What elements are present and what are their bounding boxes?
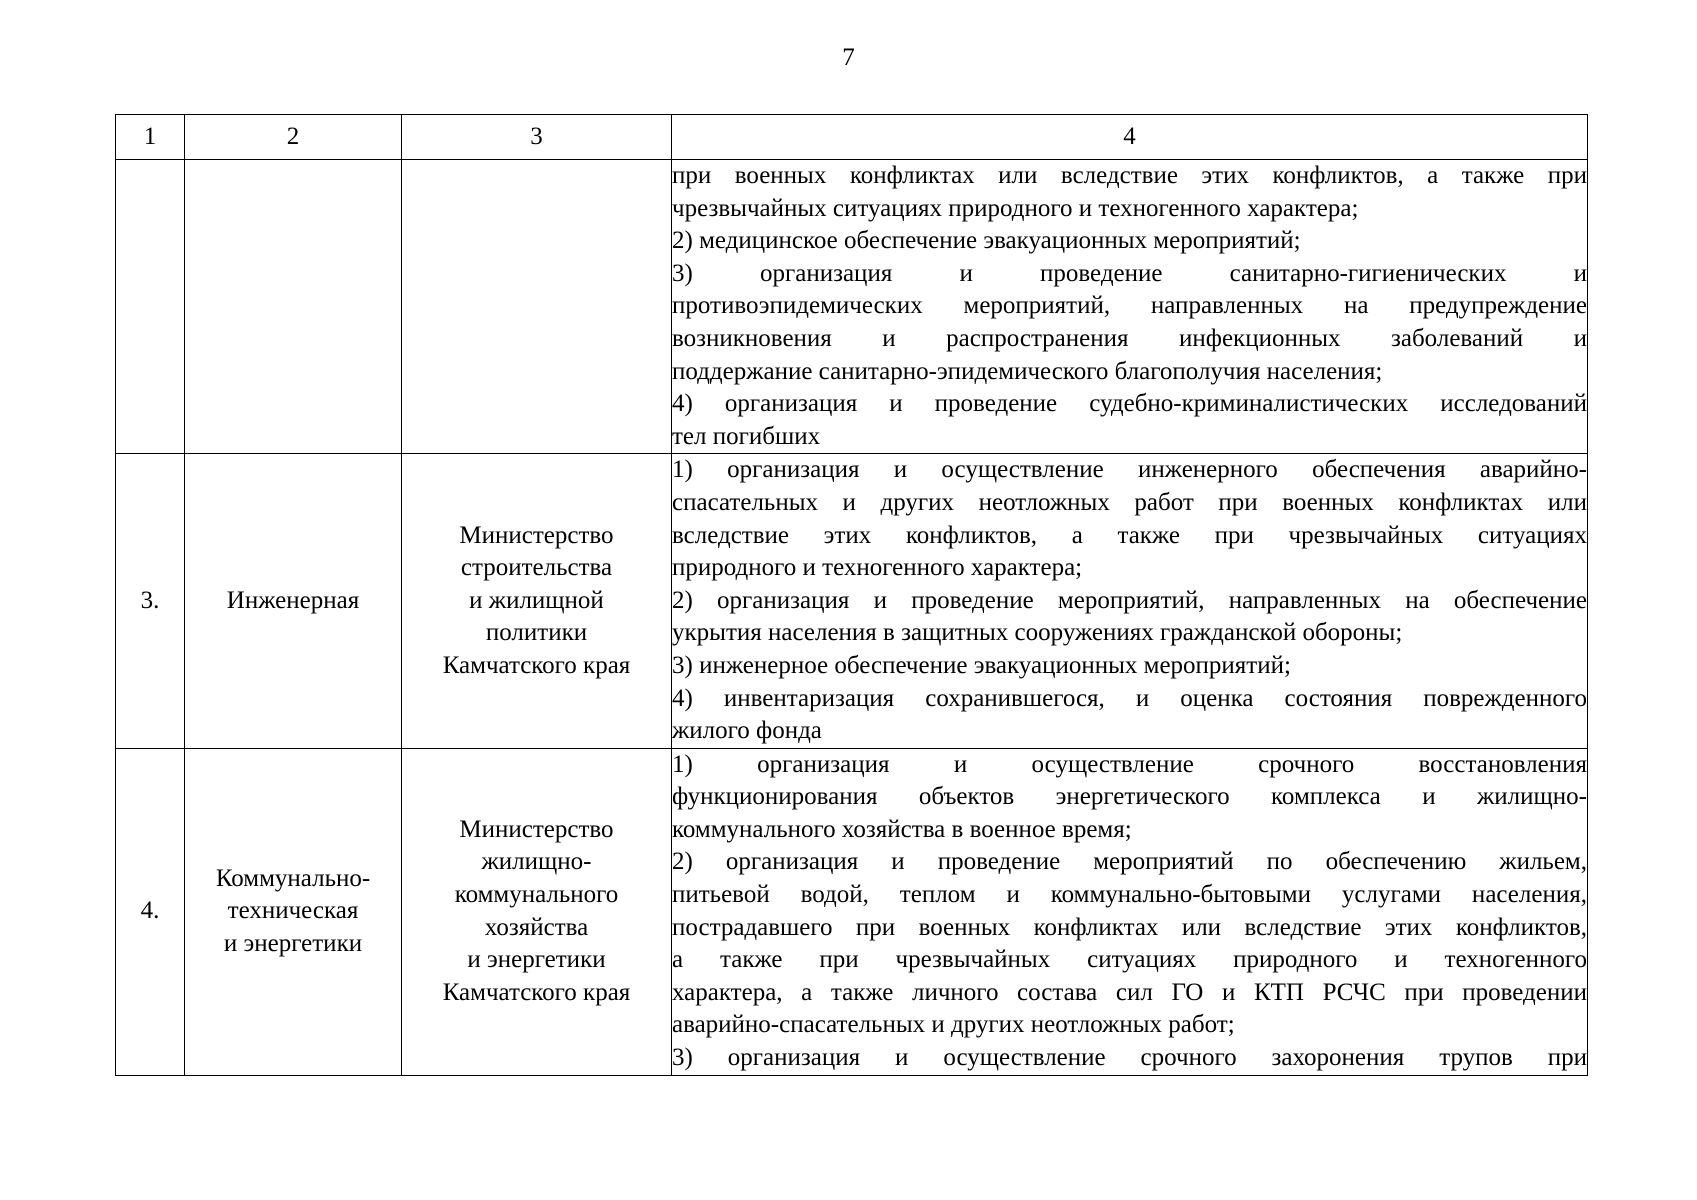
task-line: 4) инвентаризация сохранившегося, и оценка состояния поврежденного <box>672 684 1587 712</box>
services-table <box>115 114 1588 1076</box>
responsible-body-line: политики <box>485 619 588 647</box>
task-line: аварийно-спасательных и других неотложных работ; <box>672 1011 1235 1039</box>
task-line: 4) организация и проведение судебно-криминалистических исследований <box>672 390 1587 418</box>
task-line: 2) организация и проведение мероприятий по обеспечению жильем, <box>672 848 1587 876</box>
task-line: коммунального хозяйства в военное время; <box>672 815 1132 843</box>
header-cell-1: 1 <box>116 115 185 160</box>
table-row <box>116 454 1588 748</box>
task-line: тел погибших <box>672 422 821 450</box>
responsible-body-line: и жилищной <box>469 586 604 614</box>
responsible-body-line: и энергетики <box>467 946 606 974</box>
header-cell-4: 4 <box>672 115 1588 160</box>
row-number <box>116 160 185 454</box>
task-line: жилого фонда <box>672 717 822 745</box>
tasks-cell <box>672 160 1588 454</box>
task-line: поддержание санитарно-эпидемического благополучия населения; <box>672 357 1383 385</box>
task-line: 1) организация и осуществление инженерного обеспечения аварийно- <box>672 456 1587 484</box>
task-line: 3) организация и осуществление срочного захоронения трупов при <box>672 1044 1587 1072</box>
tasks-cell <box>672 748 1588 1075</box>
task-line: возникновения и распространения инфекционных заболеваний и <box>672 324 1587 352</box>
task-line: чрезвычайных ситуациях природного и техногенного характера; <box>672 194 1359 222</box>
row-number: 4. <box>116 748 185 1075</box>
task-line: вследствие этих конфликтов, а также при чрезвычайных ситуациях <box>672 521 1587 549</box>
task-line: при военных конфликтах или вследствие этих конфликтов, а также при <box>672 162 1587 189</box>
task-line: противоэпидемических мероприятий, направленных на предупреждение <box>672 292 1587 320</box>
task-line: 3) инженерное обеспечение эвакуационных мероприятий; <box>672 651 1291 679</box>
header-cell-2: 2 <box>185 115 402 160</box>
task-line: характера, а также личного состава сил ГО и КТП РСЧС при проведении <box>672 978 1587 1006</box>
responsible-body-line: Камчатского края <box>442 651 631 679</box>
service-kind-line: и энергетики <box>223 929 363 957</box>
service-kind-cell <box>185 454 402 748</box>
task-line: 2) медицинское обеспечение эвакуационных мероприятий; <box>672 227 1301 255</box>
task-line: 1) организация и осуществление срочного восстановления <box>672 750 1587 778</box>
responsible-body-line: Министерство <box>459 815 614 843</box>
service-kind-cell <box>185 748 402 1075</box>
row-number: 3. <box>116 454 185 748</box>
task-line: природного и техногенного характера; <box>672 554 1083 582</box>
task-line: укрытия населения в защитных сооружениях гражданской обороны; <box>672 619 1403 647</box>
task-line: 3) организация и проведение санитарно-гигиенических и <box>672 259 1587 287</box>
task-line: пострадавшего при военных конфликтах или вследствие этих конфликтов, <box>672 913 1587 941</box>
service-kind-line: Инженерная <box>226 586 360 614</box>
responsible-body-line: Камчатского края <box>442 978 631 1006</box>
task-line: а также при чрезвычайных ситуациях природного и техногенного <box>672 946 1587 974</box>
responsible-body-line: строительства <box>460 554 613 582</box>
responsible-body-line: хозяйства <box>484 913 589 941</box>
responsible-body-cell <box>402 454 672 748</box>
responsible-body-cell <box>402 160 672 454</box>
service-kind-cell <box>185 160 402 454</box>
table-body <box>116 160 1588 1076</box>
responsible-body-cell <box>402 748 672 1075</box>
task-line: 2) организация и проведение мероприятий, направленных на обеспечение <box>672 586 1587 614</box>
responsible-body-line: жилищно- <box>481 848 592 876</box>
page-number: 7 <box>842 44 855 71</box>
task-line: спасательных и других неотложных работ при военных конфликтах или <box>672 488 1587 516</box>
table-row <box>116 748 1588 1075</box>
task-line: питьевой водой, теплом и коммунально-бытовыми услугами населения, <box>672 881 1587 909</box>
service-kind-line: техническая <box>227 897 359 925</box>
tasks-cell <box>672 454 1588 748</box>
service-kind-line: Коммунально- <box>215 864 371 892</box>
task-line: функционирования объектов энергетического комплекса и жилищно- <box>672 783 1587 811</box>
responsible-body-line: Министерство <box>459 521 614 549</box>
header-cell-3: 3 <box>402 115 672 160</box>
responsible-body-line: коммунального <box>454 881 619 909</box>
table-header-row <box>116 115 1588 160</box>
table-row <box>116 160 1588 454</box>
